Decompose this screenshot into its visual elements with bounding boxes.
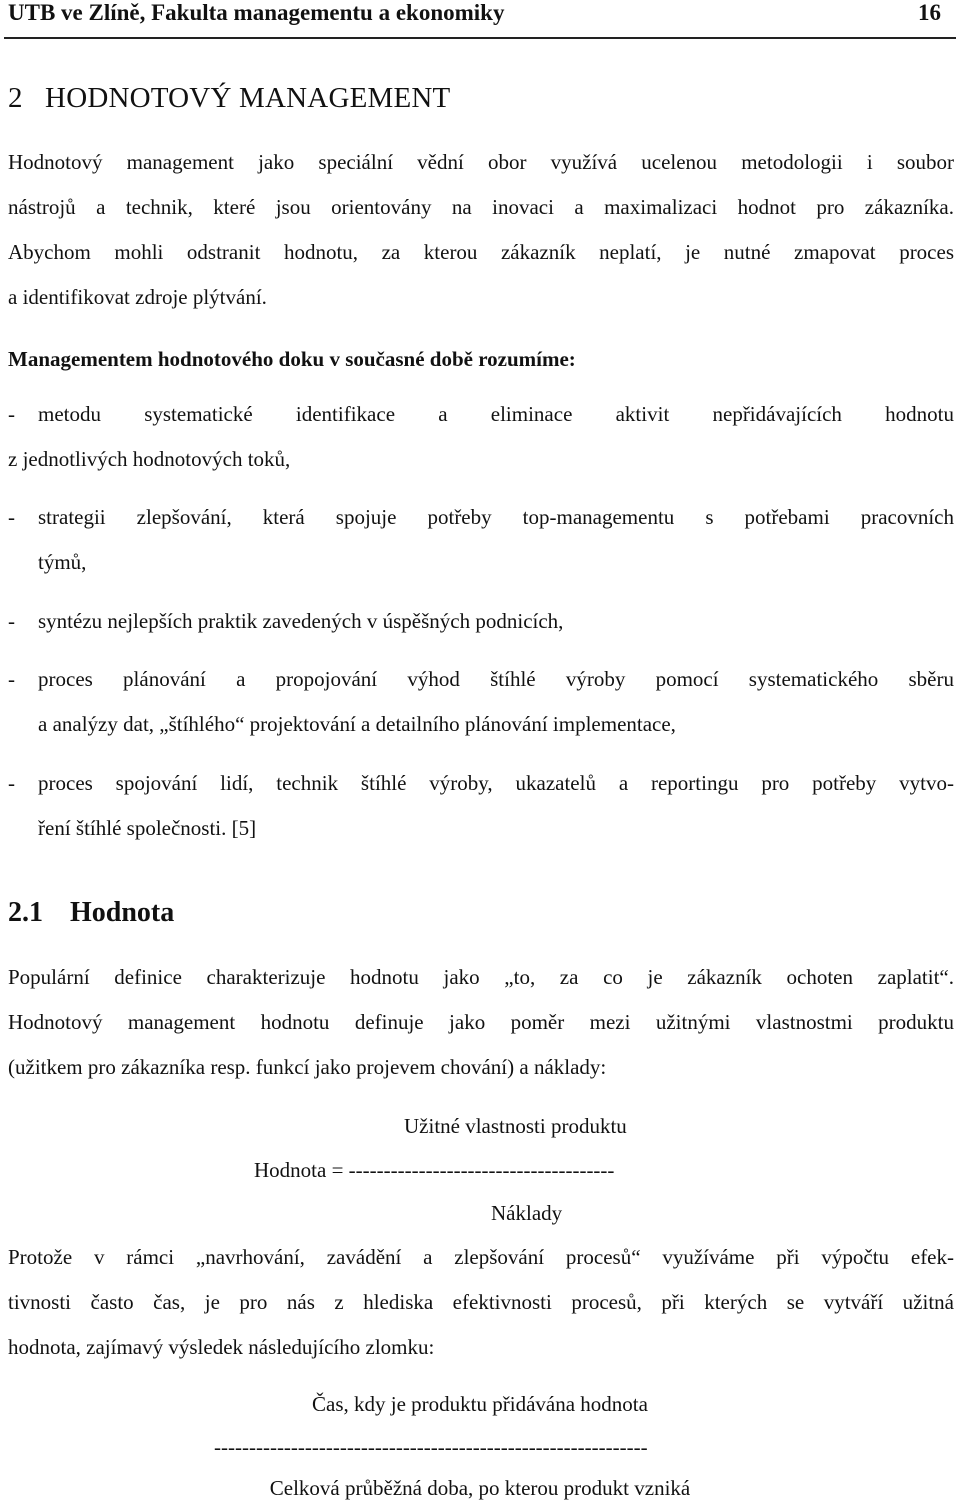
formula-denominator: Celková průběžná doba, po kterou produkt vzniká (269, 1476, 691, 1500)
list-item-line: proces plánování a propojování výhod štíhlé výroby pomocí systematického sběru (38, 667, 954, 691)
paragraph-line: Hodnotový management hodnotu definuje jako poměr mezi užitnými vlastnostmi produktu (8, 1010, 954, 1034)
list-item (38, 599, 563, 644)
list-item-line: strategii zlepšování, která spojuje potřeby top-managementu s potřebami pracovních (38, 505, 954, 529)
list-item-line: metodu systematické identifikace a eliminace aktivit nepřidávajících hodnotu (38, 402, 954, 426)
formula-bar: -------------------------------------------------------------- (214, 1435, 648, 1459)
intro-line: Abychom mohli odstranit hodnotu, za kterou zákazník neplatí, je nutné zmapovat proces (8, 240, 954, 264)
list-item-line: ření štíhlé společnosti. [5] (38, 816, 257, 840)
list-item (38, 392, 954, 437)
section-number: 2.1 (8, 897, 43, 928)
intro-paragraph (8, 140, 954, 320)
list-marker: - (8, 667, 15, 691)
list-item-line: týmů, (38, 550, 87, 574)
chapter-heading: 2 HODNOTOVÝ MANAGEMENT (8, 82, 451, 114)
formula-bar: -------------------------------------- (348, 1158, 615, 1182)
paragraph-line: tivnosti často čas, je pro nás z hlediska efektivnosti procesů, při kterých se vytváří užitná (8, 1290, 954, 1314)
list-item-line: z jednotlivých hodnotových toků, (8, 447, 291, 471)
paragraph-line: hodnota, zajímavý výsledek následujícího zlomku: (8, 1335, 435, 1359)
list-marker: - (8, 609, 15, 633)
page-number: 16 (918, 0, 941, 25)
list-item (38, 761, 954, 851)
intro-line: Hodnotový management jako speciální vědní obor využívá ucelenou metodologii i soubor (8, 150, 954, 174)
intro-line: a identifikovat zdroje plýtvání. (8, 285, 267, 309)
formula-denominator: Náklady (491, 1201, 563, 1225)
list-marker: - (8, 771, 15, 795)
formula-numerator: Užitné vlastnosti produktu (404, 1114, 627, 1138)
efficiency-paragraph (8, 1235, 954, 1370)
paragraph-line: (užitkem pro zákazníka resp. funkcí jako projevem chování) a náklady: (8, 1055, 607, 1079)
section-title: Hodnota (70, 897, 175, 928)
definition-paragraph (8, 955, 954, 1090)
formula-lhs: Hodnota = (254, 1158, 349, 1182)
section-heading (8, 897, 174, 929)
list-item-line: a analýzy dat, „štíhlého“ projektování a detailního plánování implementace, (38, 712, 676, 736)
list-item (38, 657, 954, 747)
intro-line: nástrojů a technik, které jsou orientovány na inovaci a maximalizaci hodnot pro zákazníka. (8, 195, 954, 219)
formula-line (254, 1148, 614, 1193)
list-item-continuation (8, 437, 290, 482)
paragraph-line: Protože v rámci „navrhování, zavádění a zlepšování procesů“ využíváme při výpočtu efek- (8, 1245, 954, 1269)
header-divider (4, 37, 956, 39)
list-item-line: syntézu nejlepších praktik zavedených v úspěšných podnicích, (38, 609, 564, 633)
formula-numerator: Čas, kdy je produktu přidávána hodnota (312, 1392, 648, 1416)
list-marker: - (8, 402, 15, 426)
list-item-line: proces spojování lidí, technik štíhlé výroby, ukazatelů a reportingu pro potřeby vytvo- (38, 771, 954, 795)
list-title: Managementem hodnotového doku v současné době rozumíme: (8, 347, 576, 371)
running-header-title: UTB ve Zlíně, Fakulta managementu a ekonomiky (8, 0, 505, 25)
list-marker: - (8, 505, 15, 529)
paragraph-line: Populární definice charakterizuje hodnotu jako „to, za co je zákazník ochoten zaplatit“. (8, 965, 954, 989)
list-item (38, 495, 954, 585)
